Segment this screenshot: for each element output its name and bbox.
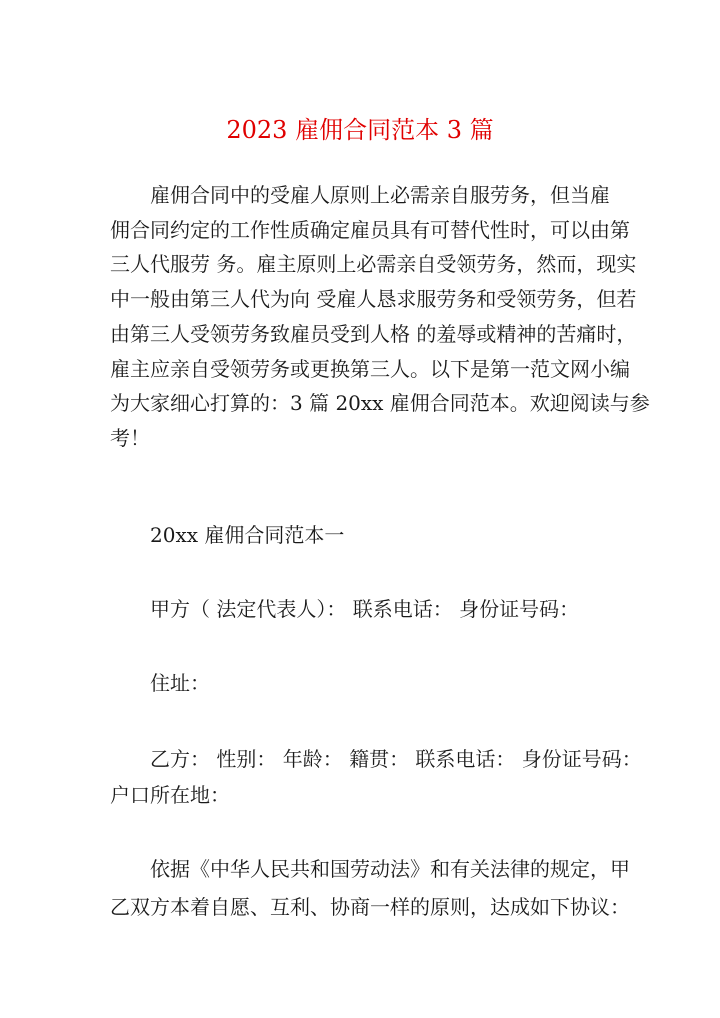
section-heading: 20xx 雇佣合同范本一 <box>150 523 345 547</box>
intro-line: 考！ <box>110 425 150 450</box>
intro-paragraph <box>110 178 650 456</box>
intro-line: 佣合同约定的工作性质确定雇员具有可替代性时，可以由第 <box>110 217 630 242</box>
intro-line: 由第三人受领劳务致雇员受到人格 的羞辱或精神的苦痛时， <box>110 321 637 346</box>
address-line: 住址： <box>150 671 210 695</box>
document-title: 2023 雇佣合同范本 3 篇 <box>226 116 494 144</box>
intro-line: 雇主应亲自受领劳务或更换第三人。以下是第一范文网小编 <box>110 356 630 381</box>
party-b-line: 乙方： 性别： 年龄： 籍贯： 联系电话： 身份证号码： <box>150 747 642 771</box>
intro-line: 为大家细心打算的：3 篇 20xx 雇佣合同范本。欢迎阅读与参 <box>110 391 650 416</box>
basis-line: 乙双方本着自愿、互利、协商一样的原则，达成如下协议： <box>110 895 630 919</box>
intro-line: 三人代服劳 务。雇主原则上必需亲自受领劳务，然而，现实 <box>110 252 637 277</box>
intro-line: 中一般由第三人代为向 受雇人恳求服劳务和受领劳务，但若 <box>110 287 637 312</box>
household-line: 户口所在地： <box>110 783 230 807</box>
intro-line: 雇佣合同中的受雇人原则上必需亲自服劳务，但当雇 <box>150 183 610 207</box>
basis-line: 依据《中华人民共和国劳动法》和有关法律的规定，甲 <box>150 857 630 881</box>
party-a-line: 甲方（ 法定代表人）： 联系电话： 身份证号码： <box>150 597 580 621</box>
